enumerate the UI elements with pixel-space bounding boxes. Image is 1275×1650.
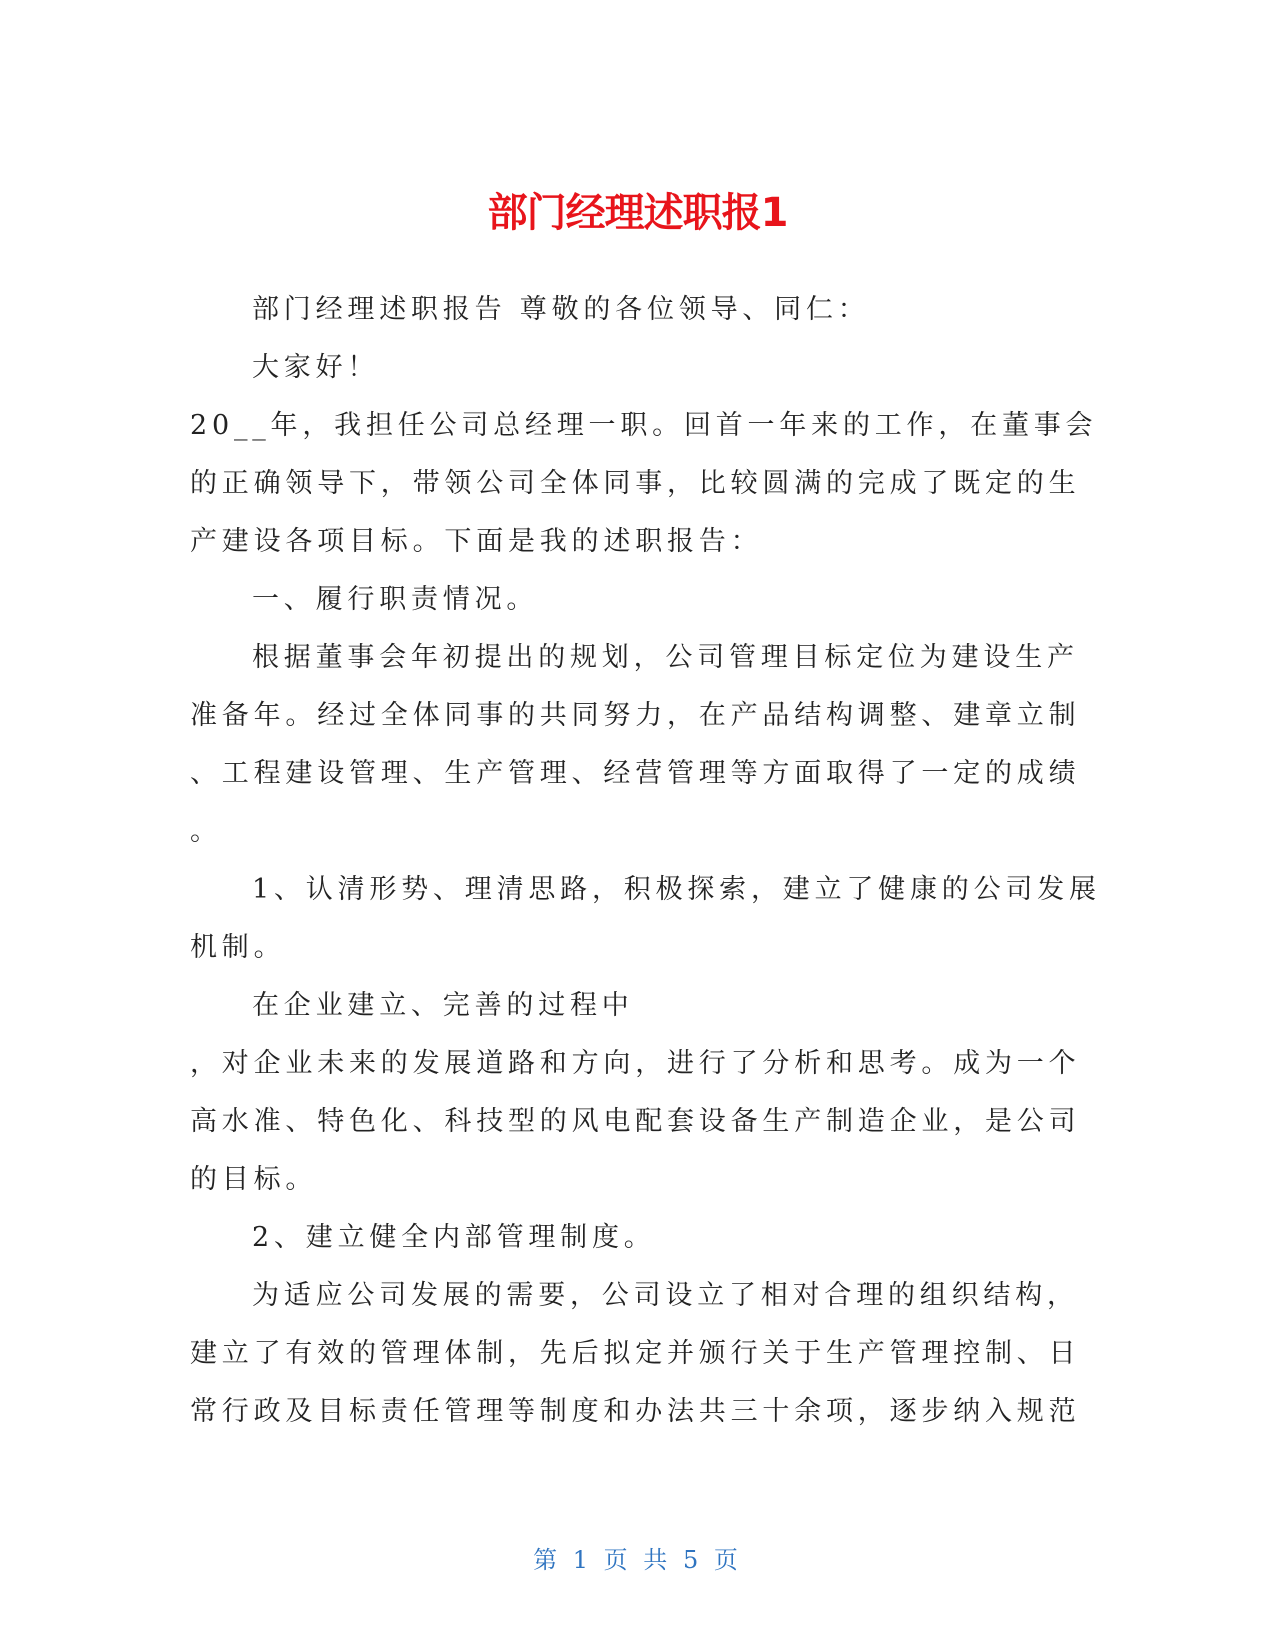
text-line: 机制。 (190, 932, 286, 963)
text-line: 建立了有效的管理体制，先后拟定并颁行关于生产管理控制、日 (190, 1338, 1081, 1369)
text-line: 高水准、特色化、科技型的风电配套设备生产制造企业，是公司 (190, 1106, 1081, 1137)
text-line: 1、认清形势、理清思路，积极探索，建立了健康的公司发展 (252, 874, 1101, 905)
text-line: ，对企业未来的发展道路和方向，进行了分析和思考。成为一个 (190, 1048, 1081, 1079)
text-line: 、工程建设管理、生产管理、经营管理等方面取得了一定的成绩 (190, 758, 1081, 789)
text-line: 产建设各项目标。下面是我的述职报告： (190, 526, 763, 557)
text-line: 常行政及目标责任管理等制度和办法共三十余项，逐步纳入规范 (190, 1396, 1081, 1427)
text-line: 为适应公司发展的需要，公司设立了相对合理的组织结构， (252, 1280, 1079, 1311)
text-line: 的正确领导下，带领公司全体同事，比较圆满的完成了既定的生 (190, 468, 1081, 499)
text-line: 2、建立健全内部管理制度。 (252, 1222, 656, 1253)
text-line: 20__年，我担任公司总经理一职。回首一年来的工作，在董事会 (190, 410, 1098, 441)
document-title: 部门经理述职报1 (487, 189, 788, 236)
page-number-footer: 第 1 页 共 5 页 (533, 1546, 742, 1574)
text-line: 。 (190, 816, 222, 847)
text-line: 根据董事会年初提出的规划，公司管理目标定位为建设生产 (252, 642, 1079, 673)
text-line: 的目标。 (190, 1164, 318, 1195)
text-line: 在企业建立、完善的过程中 (252, 990, 634, 1021)
text-line: 准备年。经过全体同事的共同努力，在产品结构调整、建章立制 (190, 700, 1081, 731)
text-line: 部门经理述职报告 尊敬的各位领导、同仁： (252, 294, 870, 325)
text-line: 大家好！ (252, 352, 380, 383)
text-line: 一、履行职责情况。 (252, 584, 539, 615)
